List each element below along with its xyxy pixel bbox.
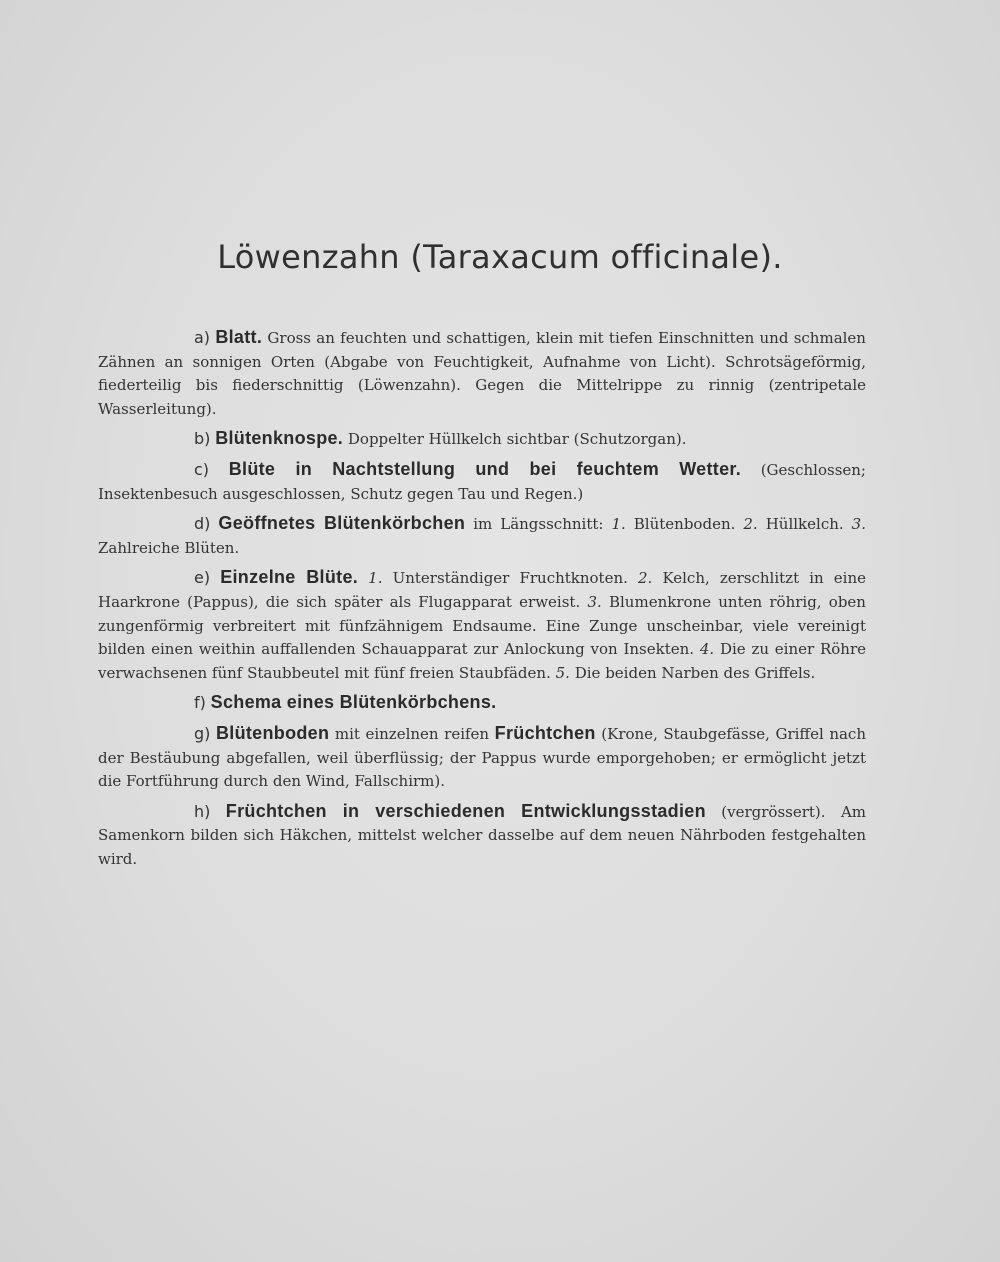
item-e-heading: Einzelne Blüte.	[220, 567, 359, 588]
item-b	[98, 427, 866, 452]
item-a-text: Gross an feuchten und schattigen, klein mit tiefen Einschnitten und schmalen Zähnen an sonnigen Orten (Abgabe von Feuchtigkeit, Aufnahme von Licht). Schrotsägeförmig, fiederteilig bis fiederschnittig (Löwenzahn). Gegen die Mittelrippe zu rinnig (zentripetale Wasserleitung).	[98, 329, 866, 418]
item-e-number-3: 3.	[587, 592, 602, 611]
item-e-label: e)	[194, 568, 211, 588]
item-f	[98, 691, 866, 716]
item-h-label: h)	[194, 801, 211, 821]
item-d-text-1: im Längsschnitt:	[473, 515, 604, 534]
item-d-number-2: 2.	[743, 515, 758, 534]
item-c-text: (Geschlossen; Insektenbesuch ausgeschlossen, Schutz gegen Tau und Regen.)	[98, 460, 866, 503]
item-g-text-1: mit einzelnen reifen	[334, 724, 490, 743]
item-h-heading: Früchtchen in verschiedenen Entwicklungsstadien	[225, 800, 706, 821]
item-e-text-5: Die beiden Narben des Griffels.	[574, 663, 816, 682]
page-title: Löwenzahn (Taraxacum officinale).	[217, 238, 783, 276]
item-d-number-1: 1.	[611, 515, 626, 534]
body-text	[98, 326, 866, 877]
item-a-heading: Blatt.	[215, 327, 263, 347]
item-g	[98, 722, 866, 794]
item-h	[98, 800, 866, 872]
item-e-number-2: 2.	[638, 569, 653, 588]
item-d-heading: Geöffnetes Blütenkörbchen	[218, 513, 466, 534]
item-e-number-1: 1.	[368, 569, 383, 588]
item-b-heading: Blütenknospe.	[215, 428, 344, 449]
item-d-text-2: Blütenboden.	[633, 515, 736, 534]
item-b-text: Doppelter Hüllkelch sichtbar (Schutzorgan).	[347, 430, 687, 449]
item-g-heading: Blütenboden	[215, 722, 330, 743]
item-e-number-5: 5.	[555, 663, 570, 682]
item-h-text: (vergrössert). Am Samenkorn bilden sich Häkchen, mittelst welcher dasselbe auf dem neuen Nährboden festgehalten wird.	[98, 802, 866, 868]
item-d-label: d)	[194, 514, 211, 534]
item-a	[98, 326, 866, 421]
item-c	[98, 458, 866, 506]
item-e-text-4: Die zu einer Röhre verwachsenen fünf Staubbeutel mit fünf freien Staubfäden.	[98, 640, 866, 682]
item-f-heading: Schema eines Blütenkörbchens.	[210, 692, 497, 713]
item-e-number-4: 4.	[699, 640, 715, 659]
item-c-heading: Blüte in Nachtstellung und bei feuchtem Wetter.	[228, 458, 742, 479]
item-a-label: a)	[194, 328, 211, 347]
item-b-label: b)	[194, 429, 211, 449]
item-f-label: f)	[194, 693, 206, 713]
item-e	[98, 566, 866, 685]
item-c-label: c)	[194, 459, 210, 479]
item-g-text-2: (Krone, Staubgefässe, Griffel nach der Bestäubung abgefallen, weil überflüssig; der Pappus wurde emporgehoben; er ermöglicht jetzt die Fortführung durch den Wind, Fallschirm).	[98, 724, 866, 791]
item-e-text-3: Blumenkrone unten röhrig, oben zungenförmig verbreitert mit fünfzähnigem Endsaume. Eine Zunge unscheinbar, viele vereinigt bilden einen weithin auffallenden Schauapparat zur Anlockung von Insekten.	[98, 592, 866, 659]
item-d-number-3: 3.	[851, 515, 866, 534]
item-d-text-4: Zahlreiche Blüten.	[98, 538, 240, 557]
item-d	[98, 512, 866, 560]
item-e-text-2: Kelch, zerschlitzt in eine Haarkrone (Pappus), die sich später als Flugapparat erweist.	[98, 569, 866, 611]
item-g-label: g)	[194, 723, 211, 743]
item-g-heading-2: Früchtchen	[494, 722, 596, 743]
item-e-text-1: Unterständiger Fruchtknoten.	[392, 569, 628, 588]
item-d-text-3: Hüllkelch.	[765, 515, 844, 534]
